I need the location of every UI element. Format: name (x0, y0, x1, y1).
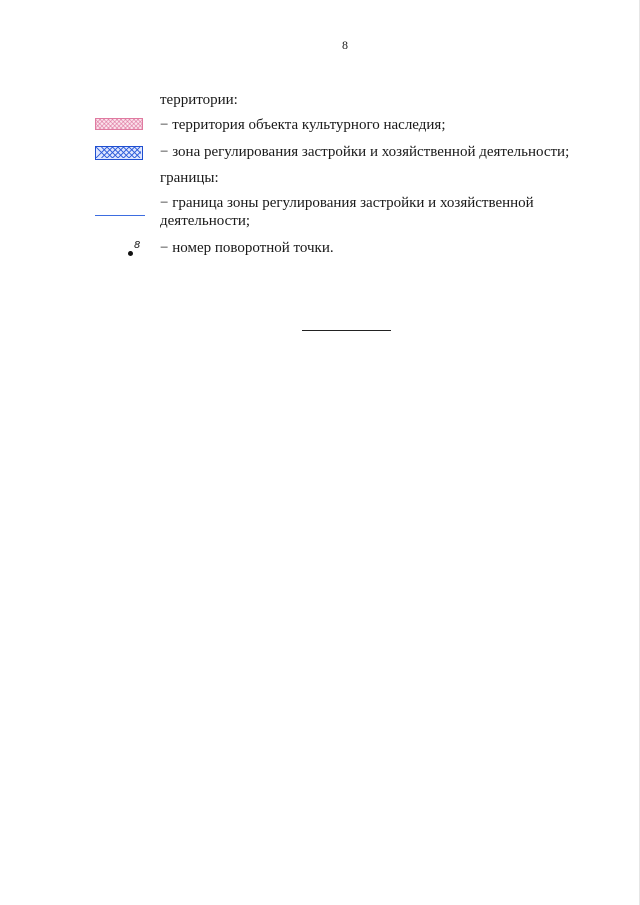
border-line-swatch (95, 215, 145, 216)
legend-item-cultural-heritage: − территория объекта культурного наследия; (160, 117, 446, 133)
turning-point-number: 8 (134, 240, 141, 251)
legend-item-turning-point: − номер поворотной точки. (160, 240, 334, 256)
legend-item-regulation-zone: − зона регулирования застройки и хозяйственной деятельности; (160, 144, 570, 160)
legend-heading-territories: территории: (160, 92, 238, 108)
turning-point-dot-icon (128, 251, 133, 256)
legend-heading-borders: границы: (160, 170, 219, 186)
turning-point-marker (128, 240, 150, 260)
cultural-heritage-swatch (95, 118, 143, 130)
legend-item-border-line2: деятельности; (160, 213, 251, 229)
regulation-zone-swatch (95, 146, 143, 160)
end-of-document-rule (302, 330, 391, 331)
legend-item-border-line1: − граница зоны регулирования застройки и хозяйственной (160, 195, 534, 211)
page-number: 8 (342, 38, 348, 52)
crosshatch-pattern-icon (96, 147, 141, 158)
